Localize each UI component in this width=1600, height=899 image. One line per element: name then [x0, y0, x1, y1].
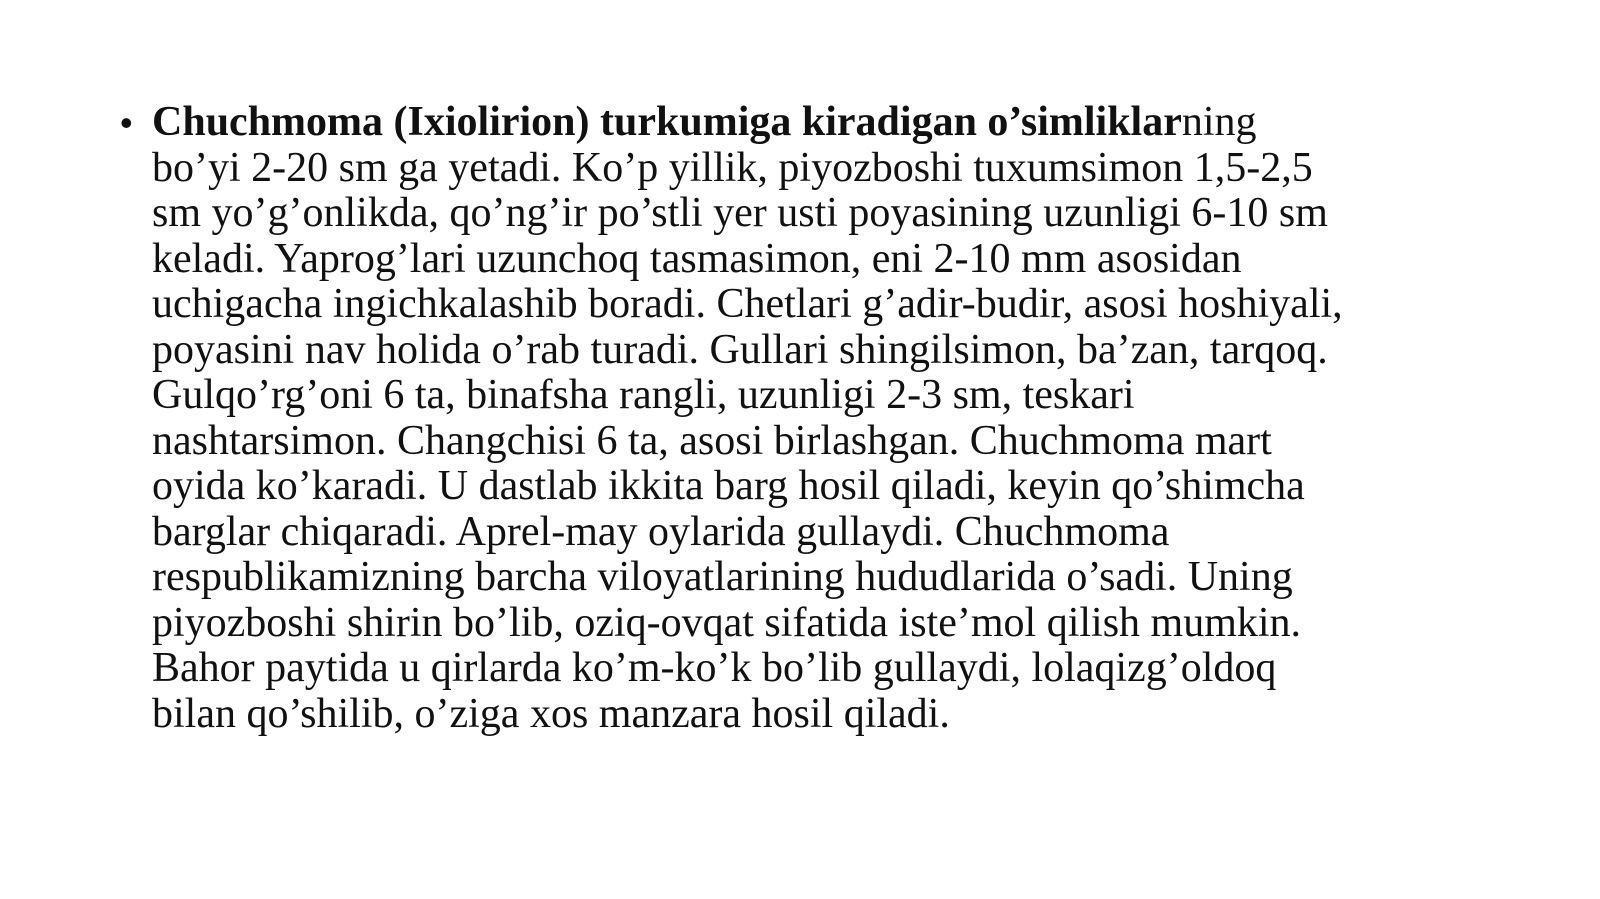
paragraph-line-7: Gulqo’rg’oni 6 ta, binafsha rangli, uzunligi 2-3 sm, teskari — [152, 372, 1135, 418]
paragraph-line-13: Bahor paytida u qirlarda ko’m-ko’k bo’lib gullaydi, lolaqizg’oldoq — [152, 645, 1277, 691]
paragraph-line-11: respublikamizning barcha viloyatlarining hududlarida o’sadi. Uning — [152, 554, 1293, 600]
paragraph-line-1 — [152, 100, 1500, 146]
paragraph-line-4: keladi. Yaprog’lari uzunchoq tasmasimon, eni 2-10 mm asosidan — [152, 235, 1242, 282]
paragraph-line-5: uchigacha ingichkalashib boradi. Chetlari g’adir-budir, asosi hoshiyali, — [152, 281, 1343, 327]
slide-content — [120, 100, 1500, 737]
paragraph-line-text: ning — [1181, 99, 1257, 145]
bullet-icon: • — [120, 102, 133, 143]
paragraph-line-6: poyasini nav holida o’rab turadi. Gullari shingilsimon, ba’zan, tarqoq. — [152, 326, 1328, 373]
bullet-paragraph — [120, 100, 1500, 737]
paragraph-line-9: oyida ko’karadi. U dastlab ikkita barg hosil qiladi, keyin qo’shimcha — [152, 463, 1305, 509]
paragraph-line-8: nashtarsimon. Changchisi 6 ta, asosi birlashgan. Chuchmoma mart — [152, 417, 1272, 464]
paragraph-line-14: bilan qo’shilib, o’ziga xos manzara hosil qiladi. — [152, 690, 950, 737]
bold-lead-text: Chuchmoma (Ixiolirion) turkumiga kiradigan o’simliklar — [152, 99, 1182, 145]
paragraph-line-10: barglar chiqaradi. Aprel-may oylarida gullaydi. Chuchmoma — [152, 508, 1170, 555]
paragraph-line-3: sm yo’g’onlikda, qo’ng’ir po’stli yer usti poyasining uzunligi 6-10 sm — [152, 190, 1328, 236]
paragraph-line-2: bo’yi 2-20 sm ga yetadi. Ko’p yillik, piyozboshi tuxumsimon 1,5-2,5 — [152, 144, 1313, 191]
paragraph-line-12: piyozboshi shirin bo’lib, oziq-ovqat sifatida iste’mol qilish mumkin. — [152, 599, 1302, 646]
